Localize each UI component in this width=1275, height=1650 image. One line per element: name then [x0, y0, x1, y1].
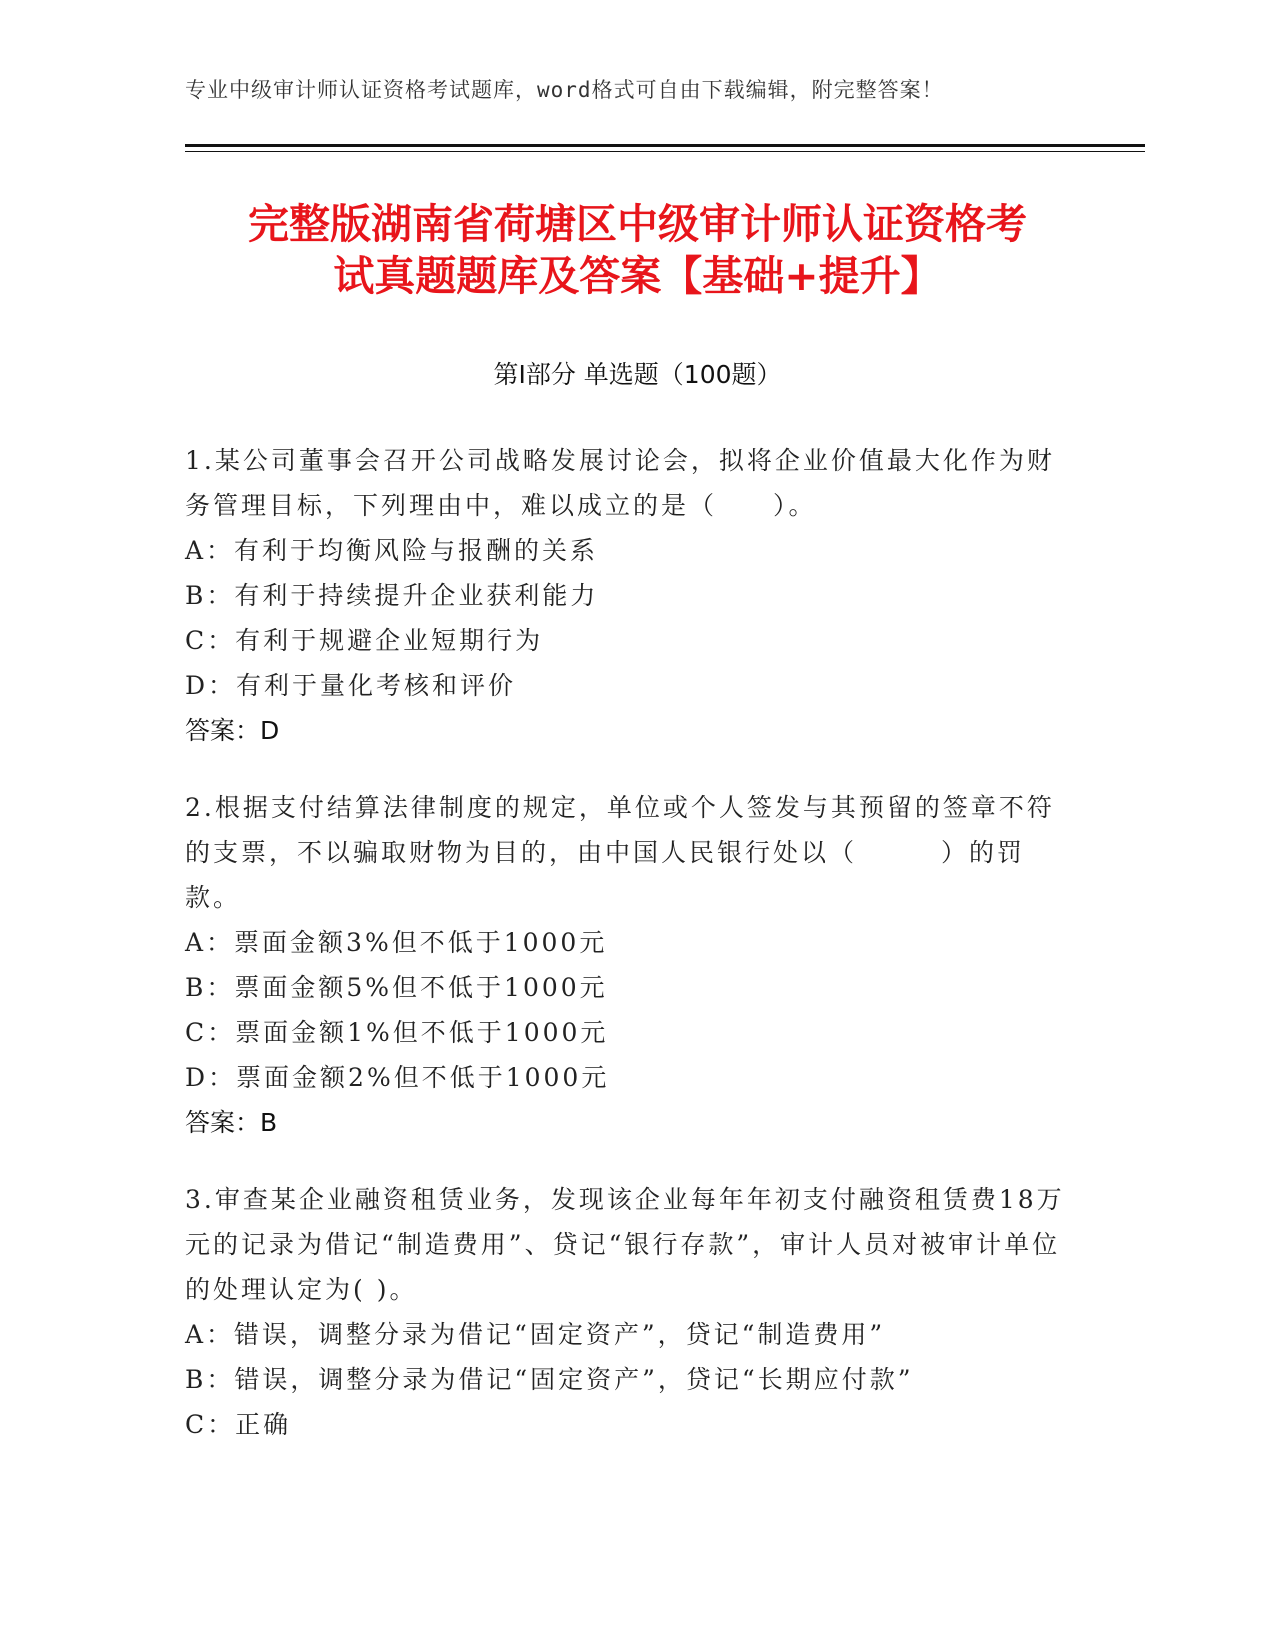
title-line-2: 试真题题库及答案【基础+提升】 — [333, 252, 942, 300]
title-line-1: 完整版湖南省荷塘区中级审计师认证资格考 — [248, 200, 1027, 248]
option-a: A：有利于均衡风险与报酬的关系 — [185, 536, 599, 565]
section-heading: 第Ⅰ部分 单选题（100题） — [493, 360, 782, 389]
option-c: C：有利于规避企业短期行为 — [185, 626, 544, 655]
option-c: C：票面金额1%但不低于1000元 — [185, 1018, 609, 1047]
question-1 — [185, 438, 1065, 753]
header-rule-thin — [185, 151, 1145, 152]
document-title — [185, 198, 1090, 302]
page-header: 专业中级审计师认证资格考试题库，word格式可自由下载编辑，附完整答案！ — [185, 78, 944, 102]
question-3 — [185, 1177, 1065, 1447]
answer: 答案：B — [185, 1108, 278, 1137]
option-c: C：正确 — [185, 1410, 292, 1439]
question-text: 3.审查某企业融资租赁业务，发现该企业每年年初支付融资租赁费18万元的记录为借记“制造费用”、贷记“银行存款”，审计人员对被审计单位的处理认定为( )。 — [185, 1185, 1065, 1304]
option-a: A：票面金额3%但不低于1000元 — [185, 928, 608, 957]
option-b: B：错误，调整分录为借记“固定资产”，贷记“长期应付款” — [185, 1365, 914, 1394]
option-d: D：票面金额2%但不低于1000元 — [185, 1063, 610, 1092]
option-a: A：错误，调整分录为借记“固定资产”，贷记“制造费用” — [185, 1320, 886, 1349]
option-d: D：有利于量化考核和评价 — [185, 671, 517, 700]
question-list — [185, 438, 1065, 1479]
option-b: B：票面金额5%但不低于1000元 — [185, 973, 608, 1002]
question-text: 1.某公司董事会召开公司战略发展讨论会，拟将企业价值最大化作为财务管理目标，下列理由中，难以成立的是（ ）。 — [185, 446, 1055, 520]
option-b: B：有利于持续提升企业获利能力 — [185, 581, 599, 610]
question-2 — [185, 785, 1065, 1145]
question-text: 2.根据支付结算法律制度的规定，单位或个人签发与其预留的签章不符的支票，不以骗取财物为目的，由中国人民银行处以（ ）的罚款。 — [185, 793, 1055, 912]
answer: 答案：D — [185, 716, 280, 745]
header-rule-thick — [185, 144, 1145, 147]
